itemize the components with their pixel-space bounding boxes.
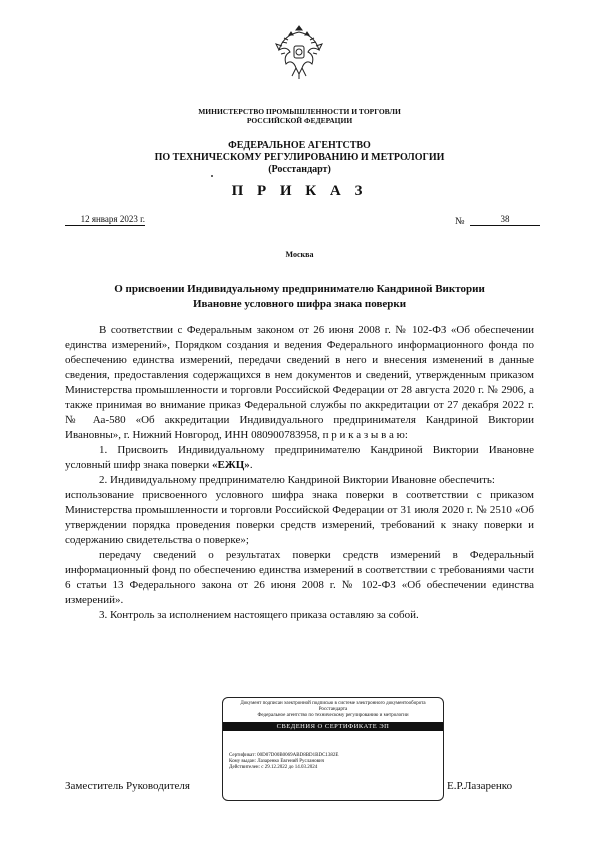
stamp-owner: Кому выдан: Лазаренко Евгений Русланович [229, 759, 325, 764]
stamp-header-text [223, 698, 443, 719]
item-1-text: 1. Присвоить Индивидуальному предпринимателю Кандриной Виктории Ивановне условный шифр знака поверки [65, 444, 534, 471]
paragraph-item-2: 2. Индивидуальному предпринимателю Кандриной Виктории Ивановне обеспечить: [99, 474, 495, 486]
paragraph-item-3: 3. Контроль за исполнением настоящего приказа оставляю за собой. [99, 609, 419, 621]
paragraph-item-2a: использование присвоенного условного шифра знака поверки в соответствии с приказом Министерства промышленности и торговли Российской Федерации от 31 июля 2020 г. № 2510 «Об утверждении порядка проведения поверки средств измерений, требований к знаку поверки и содержанию свидетельства о поверке»; [65, 489, 534, 546]
order-date: 12 января 2023 г. [65, 214, 145, 226]
order-body [65, 323, 534, 623]
ministry-line-1: МИНИСТЕРСТВО ПРОМЫШЛЕННОСТИ И ТОРГОВЛИ [198, 107, 401, 116]
ministry-name [0, 107, 599, 125]
coat-of-arms-icon [274, 22, 324, 80]
electronic-signature-stamp [222, 697, 444, 801]
subject-line-1: О присвоении Индивидуальному предпринимателю Кандриной Виктории [114, 283, 485, 295]
paragraph-item-2b: передачу сведений о результатах поверки средств измерений в Федеральный информационный фонд по обеспечению единства измерений в соответствии с требованиями части 6 статьи 13 Федерального закона от 26 июня 2008 г. № 102-ФЗ «Об обеспечении единства измерений». [65, 549, 534, 606]
document-title: П Р И К А З [231, 183, 368, 199]
verification-code: «ЕЖЦ» [212, 459, 250, 471]
paragraph-item-1 [65, 443, 534, 473]
stamp-validity: Действителен: с 29.12.2022 до 14.03.2024 [229, 765, 318, 770]
stamp-line-2: Федеральное агентство по техническому регулированию и метрологии [257, 713, 409, 718]
agency-line-1: ФЕДЕРАЛЬНОЕ АГЕНТСТВО [228, 140, 371, 151]
order-number-label: № [455, 216, 465, 227]
signatory-name: Е.Р.Лазаренко [447, 780, 513, 792]
paragraph-preamble: В соответствии с Федеральным законом от 26 июня 2008 г. № 102-ФЗ «Об обеспечении единства измерений», Порядком создания и ведения Федерального информационного фонда по обеспечению единства измерений, передачи сведений в него и внесения изменений в данные сведения, предоставления содержащихся в нем документов и сведений, утвержденным приказом Министерства промышленности и торговли Российской Федерации от 28 августа 2020 г. № 2906, а также принимая во внимание приказ Федеральной службы по аккредитации от 27 декабря 2022 г. № Аа-580 «Об аккредитации Индивидуального предпринимателя Кандриной Виктории Ивановны», г. Нижний Новгород, ИНН 080900783958, п р и к а з ы в а ю: [65, 324, 534, 441]
subject-line-2: Ивановне условного шифра знака поверки [192, 298, 407, 310]
stamp-certificate: Сертификат: 00D07D00B0069ABD8BD1BDC1382E [229, 753, 339, 758]
order-subject [50, 282, 549, 312]
stamp-certificate-heading: СВЕДЕНИЯ О СЕРТИФИКАТЕ ЭП [223, 722, 443, 731]
stamp-line-1: Документ подписан электронной подписью в системе электронного документооборота Росстандарта [240, 701, 426, 712]
agency-line-2: ПО ТЕХНИЧЕСКОМУ РЕГУЛИРОВАНИЮ И МЕТРОЛОГИИ [154, 152, 445, 163]
order-number: 38 [470, 214, 540, 226]
ministry-line-2: РОССИЙСКОЙ ФЕДЕРАЦИИ [246, 116, 353, 125]
stamp-details [223, 731, 443, 771]
item-1-end: . [249, 459, 253, 471]
signatory-position: Заместитель Руководителя [65, 780, 190, 792]
scan-speck [211, 175, 213, 177]
city: Москва [285, 250, 314, 259]
agency-line-3: (Росстандарт) [268, 164, 331, 175]
agency-name [0, 140, 599, 176]
